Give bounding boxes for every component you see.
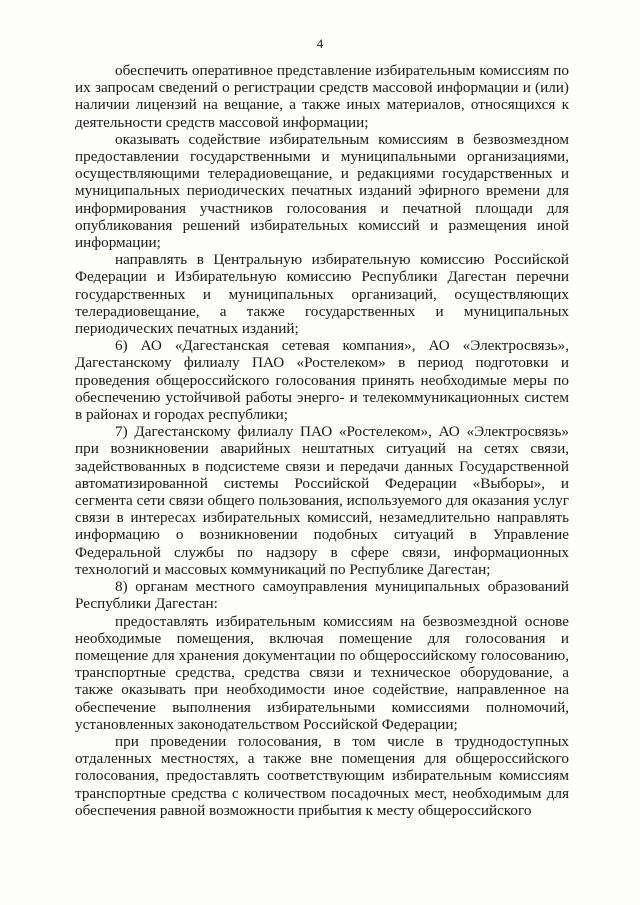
paragraph-item-6: 6) АО «Дагестанская сетевая компания», АО «Электросвязь», Дагестанскому филиалу ПАО «Ростелеком» в период подготовки и проведения общероссийского голосования принять необходимые меры по обеспечению устойчивой работы энерго- и телекоммуникационных систем в районах и городах республики;: [75, 337, 569, 424]
paragraph-send-lists: направлять в Центральную избирательную комиссию Российской Федерации и Избирательную комиссию Республики Дагестан перечни государственных и муниципальных организаций, осуществляющих телерадиовещание, а также государственных и муниципальных периодических печатных изданий;: [75, 251, 569, 338]
paragraph-media-info: обеспечить оперативное представление избирательным комиссиям по их запросам сведений о регистрации средств массовой информации и (или) наличии лицензий на вещание, а также иных материалов, относящихся к деятельности средств массовой информации;: [75, 62, 569, 131]
paragraph-item-7: 7) Дагестанскому филиалу ПАО «Ростелеком», АО «Электросвязь» при возникновении аварийных нештатных ситуаций на сетях связи, задействованных в подсистеме связи и передачи данных Государственной автоматизированной системы Российской Федерации «Выборы», и сегмента сети связи общего пользования, используемого для оказания услуг связи в интересах избирательных комиссий, незамедлительно направлять информацию о возникновении подобных ситуаций в Управление Федеральной службы по надзору в сфере связи, информационных технологий и массовых коммуникаций по Республике Дагестан;: [75, 423, 569, 578]
document-body: [75, 62, 569, 819]
paragraph-provide-premises: предоставлять избирательным комиссиям на безвозмездной основе необходимые помещения, включая помещение для голосования и помещение для хранения документации по общероссийскому голосованию, транспортные средства, средства связи и техническое оборудование, а также оказывать при необходимости иное содействие, направленное на обеспечение выполнения избирательными комиссиями полномочий, установленных законодательством Российской Федерации;: [75, 612, 569, 733]
paragraph-airtime-assistance: оказывать содействие избирательным комиссиям в безвозмездном предоставлении государственными и муниципальными организациями, осуществляющими телерадиовещание, и редакциями государственных и муниципальных периодических печатных изданий эфирного времени для информирования участников голосования и печатной площади для опубликования решений избирательных комиссий и размещения иной информации;: [75, 130, 569, 252]
paragraph-item-8: 8) органам местного самоуправления муниципальных образований Республики Дагестан:: [75, 578, 569, 613]
paragraph-transport: при проведении голосования, в том числе в труднодоступных отдаленных местностях, а также вне помещения для общероссийского голосования, предоставлять соответствующим избирательным комиссиям транспортные средства с количеством посадочных мест, необходимым для обеспечения равной возможности прибытия к месту общероссийского: [75, 732, 569, 819]
page-number: 4: [316, 36, 324, 51]
